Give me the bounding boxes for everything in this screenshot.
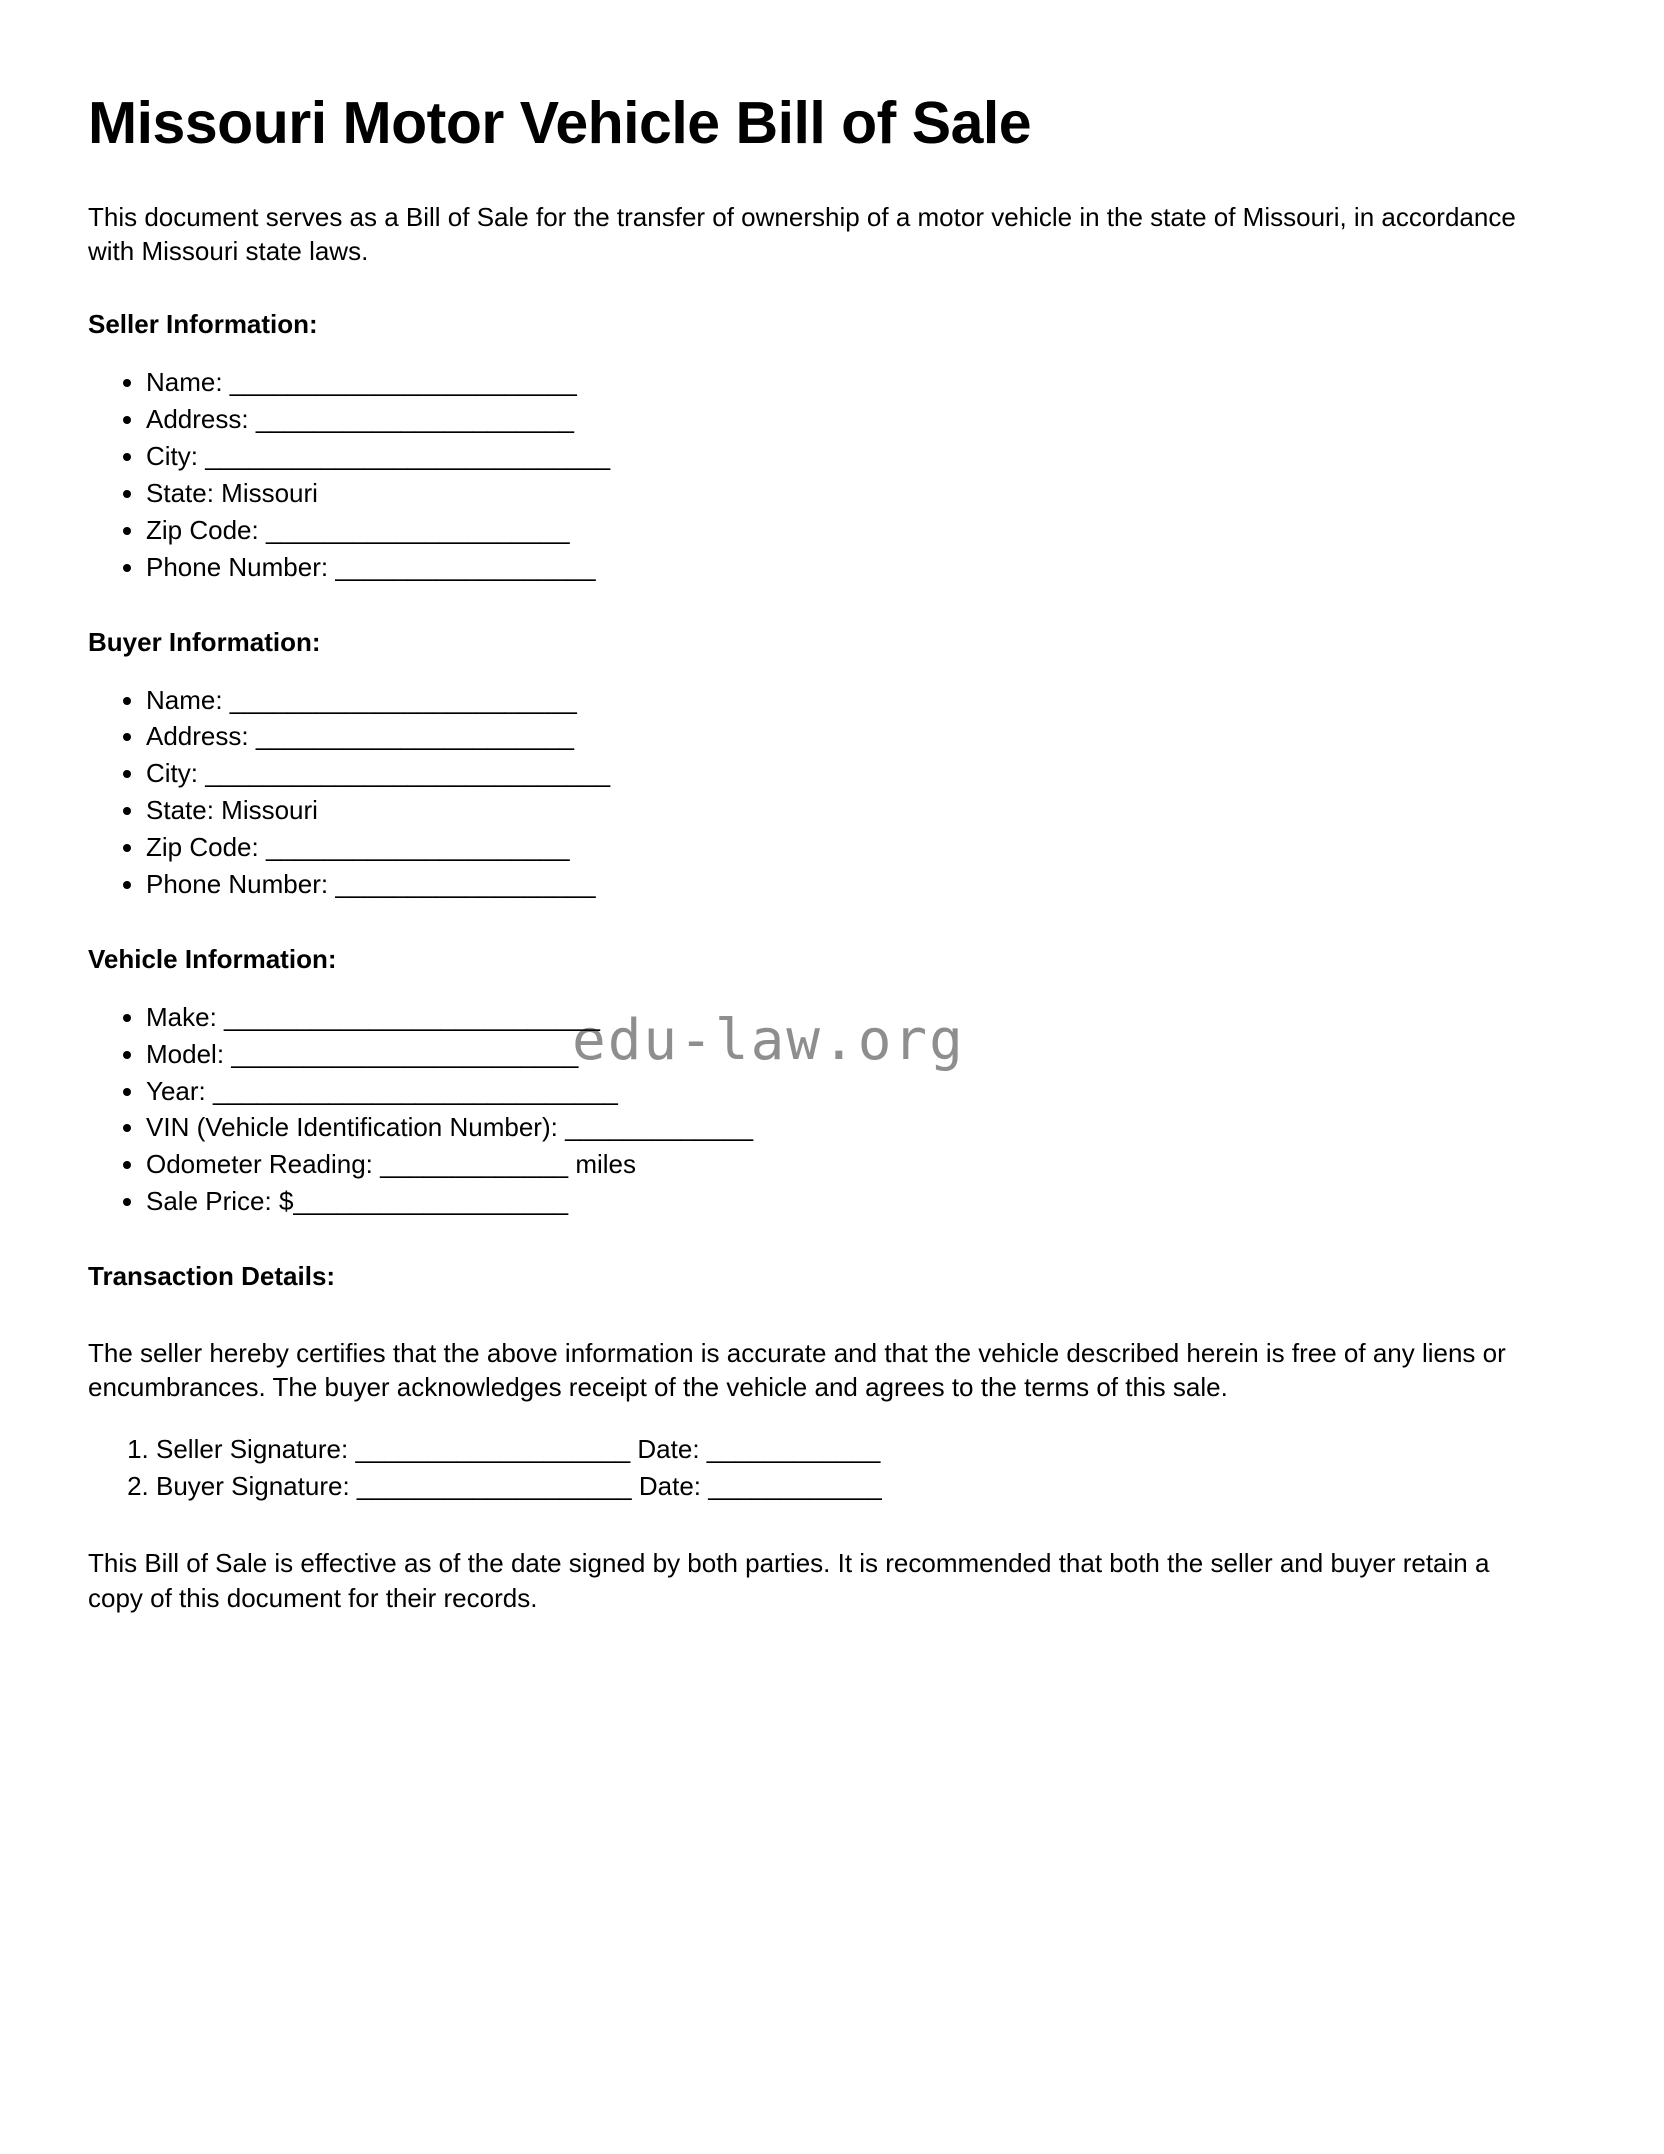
list-item: • VIN (Vehicle Identification Number): _____________ — [146, 1109, 1576, 1146]
list-item: • State: Missouri — [146, 792, 1576, 829]
buyer-field-list — [88, 682, 1576, 903]
list-item: • Zip Code: _____________________ — [146, 512, 1576, 549]
list-item: • Phone Number: __________________ — [146, 866, 1576, 903]
list-item: • State: Missouri — [146, 475, 1576, 512]
list-item: • Phone Number: __________________ — [146, 549, 1576, 586]
list-item: • Make: __________________________ — [146, 999, 1576, 1036]
list-item: • Model: ________________________ — [146, 1036, 1576, 1073]
vehicle-field-list — [88, 999, 1576, 1220]
list-item: • Year: ____________________________ — [146, 1073, 1576, 1110]
closing-paragraph: This Bill of Sale is effective as of the date signed by both parties. It is recommended that both the seller and buyer retain a copy of this document for their records. — [88, 1548, 1490, 1613]
list-item: • Address: ______________________ — [146, 718, 1576, 755]
seller-information-heading: Seller Information: — [88, 309, 318, 340]
list-item: • Odometer Reading: _____________ miles — [146, 1146, 1576, 1183]
list-item: • Sale Price: $___________________ — [146, 1183, 1576, 1220]
page-title: Missouri Motor Vehicle Bill of Sale — [88, 90, 1032, 156]
watermark-text: edu-law.org — [572, 1008, 965, 1073]
intro-paragraph: This document serves as a Bill of Sale for the transfer of ownership of a motor vehicle in the state of Missouri, in accordance with Missouri state laws. — [88, 201, 1516, 267]
list-item: • City: ____________________________ — [146, 755, 1576, 792]
certification-paragraph: The seller hereby certifies that the above information is accurate and that the vehicle described herein is free of any liens or encumbrances. The buyer acknowledges receipt of the vehicle and agrees to the terms of this sale. — [88, 1337, 1506, 1403]
seller-field-list — [88, 364, 1576, 585]
list-item: • Address: ______________________ — [146, 401, 1576, 438]
signature-list — [88, 1431, 1576, 1505]
document-body — [88, 90, 1576, 1615]
list-item: 1. Seller Signature: ___________________ Date: ____________ — [156, 1431, 1576, 1468]
buyer-information-heading: Buyer Information: — [88, 626, 321, 657]
list-item: 2. Buyer Signature: ___________________ Date: ____________ — [156, 1468, 1576, 1505]
vehicle-information-heading: Vehicle Information: — [88, 943, 337, 974]
list-item: • City: ____________________________ — [146, 438, 1576, 475]
transaction-details-heading: Transaction Details: — [88, 1261, 336, 1292]
list-item: • Zip Code: _____________________ — [146, 829, 1576, 866]
list-item: • Name: ________________________ — [146, 682, 1576, 719]
list-item: • Name: ________________________ — [146, 364, 1576, 401]
